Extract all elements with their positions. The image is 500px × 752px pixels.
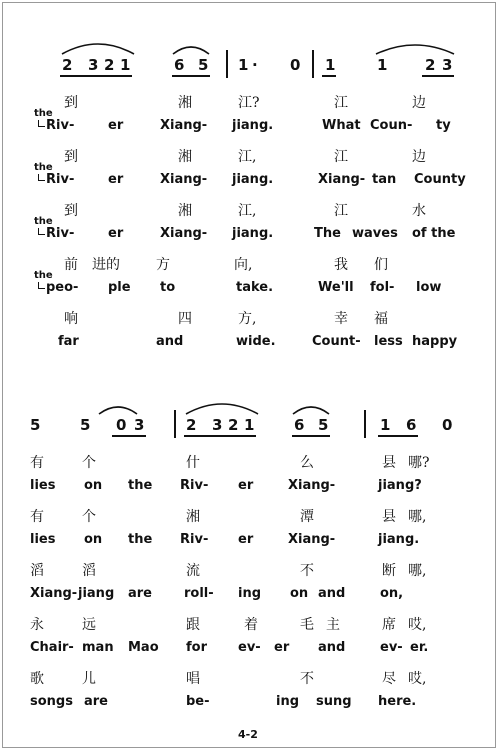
lyric-row-en <box>0 530 500 554</box>
bracket-mark <box>38 120 45 127</box>
lyric-cn: 毛 <box>300 617 314 633</box>
lyric-en: man <box>82 640 114 655</box>
lyric-cn: 席 <box>382 617 396 633</box>
lyric-cn: 哪? <box>408 455 430 471</box>
bar-line <box>312 50 314 78</box>
lyric-en: the <box>128 478 153 493</box>
lyric-cn: 福 <box>374 311 388 327</box>
note: 2 <box>186 416 197 434</box>
beam-underline <box>322 75 336 77</box>
lyric-en: are <box>128 586 153 601</box>
lyric-cn: 方, <box>238 311 257 327</box>
lyric-row-cn <box>0 200 500 224</box>
lyric-cn: 进的 <box>92 257 120 273</box>
beam-underline <box>112 435 146 437</box>
lyric-cn: 湘 <box>178 149 192 165</box>
bar-line <box>226 50 228 78</box>
note: 6 <box>294 416 305 434</box>
lyric-en: jiang? <box>378 478 422 493</box>
lyric-en: peo- <box>46 280 79 295</box>
lyric-en: the <box>128 532 153 547</box>
lyric-row-cn <box>0 668 500 692</box>
lyric-en: take. <box>236 280 274 295</box>
lyric-cn: 边 <box>412 149 426 165</box>
note: 5 <box>198 56 209 74</box>
lyric-cn: 响 <box>64 311 78 327</box>
lyric-cn: 我 <box>334 257 348 273</box>
lyric-en: far <box>58 334 79 349</box>
lyric-cn: 尽 <box>382 671 396 687</box>
lyric-en: The <box>314 226 341 241</box>
lyric-en: ing <box>276 694 300 709</box>
lyric-cn: 永 <box>30 617 44 633</box>
notation-line-1 <box>0 38 500 78</box>
lyric-row-cn <box>0 560 500 584</box>
lyric-en: and <box>156 334 184 349</box>
lyric-the: the <box>34 162 53 173</box>
lyric-cn: 到 <box>64 203 78 219</box>
lyric-cn: 江 <box>334 149 348 165</box>
lyric-cn: 哪, <box>408 509 427 525</box>
lyric-row-en <box>0 216 500 248</box>
lyric-en: wide. <box>236 334 276 349</box>
lyric-en: lies <box>30 478 56 493</box>
bar-line <box>174 410 176 438</box>
note: 0 <box>442 416 453 434</box>
lyric-cn: 湘 <box>178 203 192 219</box>
lyric-en: Riv- <box>46 226 75 241</box>
lyric-en: er <box>108 118 124 133</box>
lyric-cn: 歌 <box>30 671 44 687</box>
lyric-cn: 江, <box>238 149 257 165</box>
lyric-cn: 远 <box>82 617 96 633</box>
note: 0 <box>290 56 301 74</box>
slur <box>372 40 458 56</box>
lyric-cn: 水 <box>412 203 426 219</box>
lyric-en: Xiang- <box>318 172 366 187</box>
lyric-row-en <box>0 162 500 194</box>
lyric-en: on <box>84 532 103 547</box>
lyric-cn: 江 <box>334 203 348 219</box>
lyric-en: Xiang- <box>160 118 208 133</box>
lyric-row-cn <box>0 506 500 530</box>
lyric-en: Count- <box>312 334 361 349</box>
page-number: 4-2 <box>238 728 258 741</box>
lyric-cn: 边 <box>412 95 426 111</box>
lyric-en: er <box>238 478 254 493</box>
lyric-en: and <box>318 586 346 601</box>
lyric-row-en <box>0 476 500 500</box>
lyric-en: er <box>108 172 124 187</box>
lyric-cn: 不 <box>300 671 314 687</box>
beam-underline <box>378 435 418 437</box>
note: 3 <box>88 56 99 74</box>
lyric-en: ty <box>436 118 451 133</box>
note: 1 <box>238 56 249 74</box>
lyric-cn: 唱 <box>186 671 200 687</box>
lyric-en: Xiang- <box>288 478 336 493</box>
lyric-en: roll- <box>184 586 214 601</box>
lyric-row-cn <box>0 308 500 332</box>
lyric-cn: 着 <box>244 617 258 633</box>
lyric-en: We'll <box>318 280 354 295</box>
lyric-cn: 们 <box>374 257 388 273</box>
lyric-cn: 幸 <box>334 311 348 327</box>
lyric-row-en <box>0 270 500 302</box>
lyric-row-cn <box>0 614 500 638</box>
lyric-cn: 滔 <box>30 563 44 579</box>
lyric-cn: 不 <box>300 563 314 579</box>
lyric-en: Riv- <box>46 172 75 187</box>
lyric-cn: 湘 <box>178 95 192 111</box>
note: 3 <box>442 56 453 74</box>
lyric-en: Mao <box>128 640 159 655</box>
lyric-cn: 四 <box>178 311 192 327</box>
lyric-en: tan <box>372 172 397 187</box>
note: 5 <box>30 416 41 434</box>
lyric-cn: 哪, <box>408 563 427 579</box>
lyric-cn: 主 <box>326 617 340 633</box>
lyric-row-en <box>0 692 500 716</box>
slur <box>170 42 212 56</box>
note: 2 <box>62 56 73 74</box>
lyric-en: for <box>186 640 207 655</box>
slur <box>96 402 140 416</box>
lyric-en: fol- <box>370 280 395 295</box>
lyric-en: Coun- <box>370 118 413 133</box>
lyric-en: on <box>290 586 309 601</box>
lyric-en: County <box>414 172 466 187</box>
lyric-cn: 哎, <box>408 617 427 633</box>
lyric-en: of the <box>412 226 456 241</box>
lyric-en: on, <box>380 586 404 601</box>
lyric-row-cn <box>0 452 500 476</box>
note: 2 <box>104 56 115 74</box>
bar-line <box>364 410 366 438</box>
lyric-en: happy <box>412 334 458 349</box>
lyric-en: What <box>322 118 361 133</box>
lyric-en: Riv- <box>180 532 209 547</box>
lyric-en: jiang <box>78 586 115 601</box>
lyric-en: ple <box>108 280 131 295</box>
bracket-mark <box>38 228 45 235</box>
lyric-cn: 湘 <box>186 509 200 525</box>
lyric-en: jiang. <box>232 172 274 187</box>
lyric-cn: 个 <box>82 509 96 525</box>
lyric-en: jiang. <box>378 532 420 547</box>
lyric-the: the <box>34 108 53 119</box>
lyric-cn: 县 <box>382 509 396 525</box>
lyric-en: here. <box>378 694 417 709</box>
lyric-en: er. <box>410 640 429 655</box>
lyric-en: less <box>374 334 403 349</box>
beam-underline <box>60 75 132 77</box>
beam-underline <box>292 435 330 437</box>
lyric-cn: 个 <box>82 455 96 471</box>
lyric-en: er <box>238 532 254 547</box>
lyric-en: er <box>274 640 290 655</box>
note: 2 <box>425 56 436 74</box>
note: 1 <box>325 56 336 74</box>
lyric-en: songs <box>30 694 73 709</box>
beam-underline <box>184 435 256 437</box>
lyric-en: er <box>108 226 124 241</box>
note: 5 <box>318 416 329 434</box>
lyric-en: Xiang- <box>288 532 336 547</box>
lyric-cn: 断 <box>382 563 396 579</box>
note: 0 <box>116 416 127 434</box>
beam-underline <box>422 75 454 77</box>
slur <box>290 402 332 416</box>
lyric-cn: 县 <box>382 455 396 471</box>
lyric-en: jiang. <box>232 118 274 133</box>
note: 3 <box>212 416 223 434</box>
lyric-cn: 江, <box>238 203 257 219</box>
lyric-en: ev- <box>380 640 403 655</box>
lyric-en: Xiang- <box>30 586 78 601</box>
lyric-the: the <box>34 270 53 281</box>
lyric-cn: 么 <box>300 455 314 471</box>
lyric-row-en <box>0 638 500 662</box>
lyric-en: on <box>84 478 103 493</box>
lyric-en: Riv- <box>180 478 209 493</box>
note: 6 <box>406 416 417 434</box>
lyric-en: are <box>84 694 109 709</box>
lyric-row-en <box>0 332 500 356</box>
lyric-cn: 潭 <box>300 509 314 525</box>
lyric-cn: 滔 <box>82 563 96 579</box>
lyric-row-en <box>0 584 500 608</box>
slur <box>182 398 262 416</box>
bracket-mark <box>38 174 45 181</box>
note: · <box>252 56 258 74</box>
lyric-cn: 有 <box>30 455 44 471</box>
lyric-en: Xiang- <box>160 172 208 187</box>
lyric-en: ev- <box>238 640 261 655</box>
lyric-cn: 流 <box>186 563 200 579</box>
lyric-en: Xiang- <box>160 226 208 241</box>
lyric-en: be- <box>186 694 210 709</box>
note: 1 <box>377 56 388 74</box>
lyric-cn: 有 <box>30 509 44 525</box>
lyric-en: to <box>160 280 176 295</box>
lyric-cn: 儿 <box>82 671 96 687</box>
lyric-en: Chair- <box>30 640 74 655</box>
note: 5 <box>80 416 91 434</box>
note: 2 <box>228 416 239 434</box>
notation-line-2 <box>0 398 500 438</box>
lyric-cn: 到 <box>64 95 78 111</box>
lyric-en: Riv- <box>46 118 75 133</box>
lyric-en: low <box>416 280 442 295</box>
lyric-cn: 哎, <box>408 671 427 687</box>
note: 1 <box>244 416 255 434</box>
note: 1 <box>380 416 391 434</box>
slur <box>58 38 138 56</box>
lyric-en: lies <box>30 532 56 547</box>
lyric-en: jiang. <box>232 226 274 241</box>
lyric-row-cn <box>0 146 500 170</box>
lyric-row-cn <box>0 254 500 278</box>
lyric-cn: 跟 <box>186 617 200 633</box>
lyric-cn: 方 <box>156 257 170 273</box>
beam-underline <box>172 75 210 77</box>
lyric-en: and <box>318 640 346 655</box>
lyric-cn: 前 <box>64 257 78 273</box>
lyric-cn: 江? <box>238 95 260 111</box>
lyric-en: ing <box>238 586 262 601</box>
lyric-cn: 向, <box>234 257 253 273</box>
lyric-row-en <box>0 108 500 140</box>
lyric-en: sung <box>316 694 352 709</box>
lyric-en: waves <box>352 226 398 241</box>
lyric-the: the <box>34 216 53 227</box>
note: 3 <box>134 416 145 434</box>
lyric-cn: 到 <box>64 149 78 165</box>
note: 1 <box>120 56 131 74</box>
lyric-row-cn <box>0 92 500 116</box>
bracket-mark <box>38 282 45 289</box>
lyric-cn: 江 <box>334 95 348 111</box>
note: 6 <box>174 56 185 74</box>
lyric-cn: 什 <box>186 455 200 471</box>
